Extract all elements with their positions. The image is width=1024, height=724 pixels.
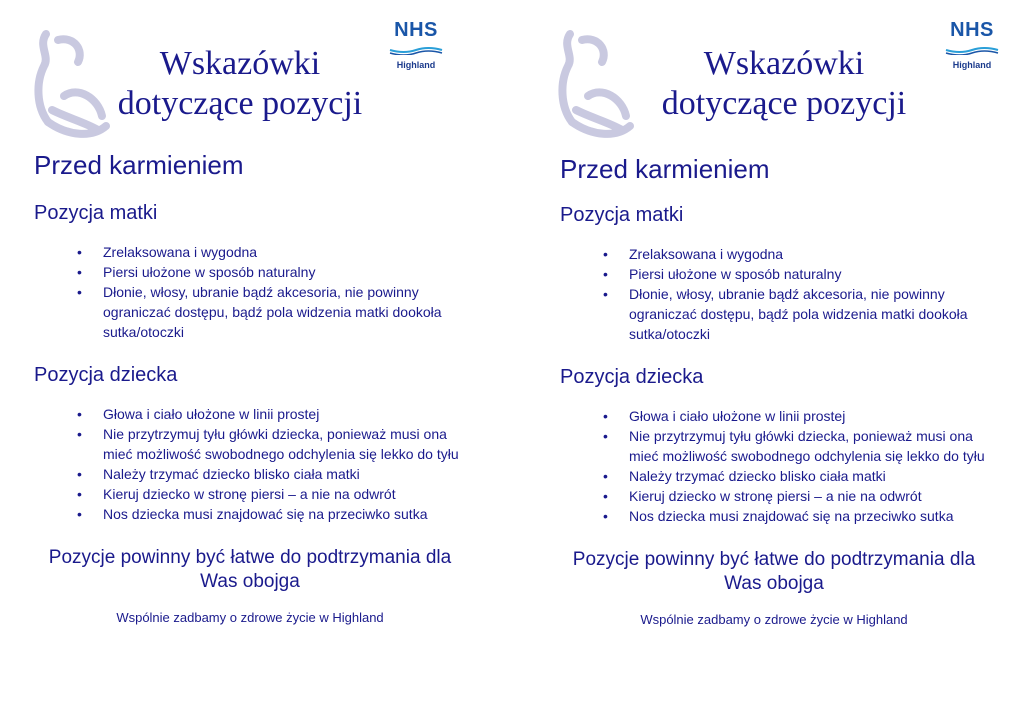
mother-position-list [601,244,1001,344]
mother-baby-figure-icon [552,26,642,152]
nhs-highland-logo [944,18,1006,70]
list-item: • Nos dziecka musi znajdować się na przeciwko sutka [75,504,475,524]
list-item: • Dłonie, włosy, ubranie bądź akcesoria, nie powinny ograniczać dostępu, bądź pola widzenia matki dookoła sutka/otoczki [75,282,475,342]
nhs-logo-subtitle: Highland [952,60,992,70]
baby-position-list [75,404,475,524]
list-item: • Głowa i ciało ułożone w linii prostej [75,404,475,424]
baby-position-list [601,406,1001,526]
nhs-logo-subtitle: Highland [396,60,436,70]
list-item: • Dłonie, włosy, ubranie bądź akcesoria, nie powinny ograniczać dostępu, bądź pola widzenia matki dookoła sutka/otoczki [601,284,1001,344]
list-item: • Piersi ułożone w sposób naturalny [601,264,1001,284]
section-heading-before-feeding: Przed karmieniem [34,150,244,180]
subheading-baby-position: Pozycja dziecka [34,364,178,386]
subheading-baby-position: Pozycja dziecka [560,366,704,388]
footer-slogan: Wspólnie zadbamy o zdrowe życie w Highland [640,612,908,627]
leaflet-title: Wskazówki dotyczące pozycji [117,45,363,122]
leaflet-title: Wskazówki dotyczące pozycji [661,45,907,122]
list-item: • Należy trzymać dziecko blisko ciała matki [75,464,475,484]
list-item: • Kieruj dziecko w stronę piersi – a nie na odwrót [75,484,475,504]
leaflet-panel-right [524,0,1024,724]
list-item: • Zrelaksowana i wygodna [601,244,1001,264]
logo-waves-icon [944,47,1000,55]
list-item: • Piersi ułożone w sposób naturalny [75,262,475,282]
nhs-logo-text: NHS [944,18,1000,42]
closing-statement: Pozycje powinny być łatwe do podtrzymania dla Was obojga [572,549,976,594]
list-item: • Należy trzymać dziecko blisko ciała matki [601,466,1001,486]
section-heading-before-feeding: Przed karmieniem [560,154,770,184]
subheading-mother-position: Pozycja matki [560,204,684,226]
list-item: • Nie przytrzymuj tyłu główki dziecka, ponieważ musi ona mieć możliwość swobodnego odchylenia się lekko do tyłu [601,426,1001,466]
mother-position-list [75,242,475,342]
nhs-highland-logo [388,18,450,70]
closing-statement: Pozycje powinny być łatwe do podtrzymania dla Was obojga [48,547,452,592]
list-item: • Zrelaksowana i wygodna [75,242,475,262]
list-item: • Kieruj dziecko w stronę piersi – a nie na odwrót [601,486,1001,506]
list-item: • Głowa i ciało ułożone w linii prostej [601,406,1001,426]
nhs-logo-text: NHS [388,18,444,42]
subheading-mother-position: Pozycja matki [34,202,158,224]
footer-slogan: Wspólnie zadbamy o zdrowe życie w Highland [116,610,384,625]
logo-waves-icon [388,47,444,55]
list-item: • Nie przytrzymuj tyłu główki dziecka, ponieważ musi ona mieć możliwość swobodnego odchylenia się lekko do tyłu [75,424,475,464]
list-item: • Nos dziecka musi znajdować się na przeciwko sutka [601,506,1001,526]
